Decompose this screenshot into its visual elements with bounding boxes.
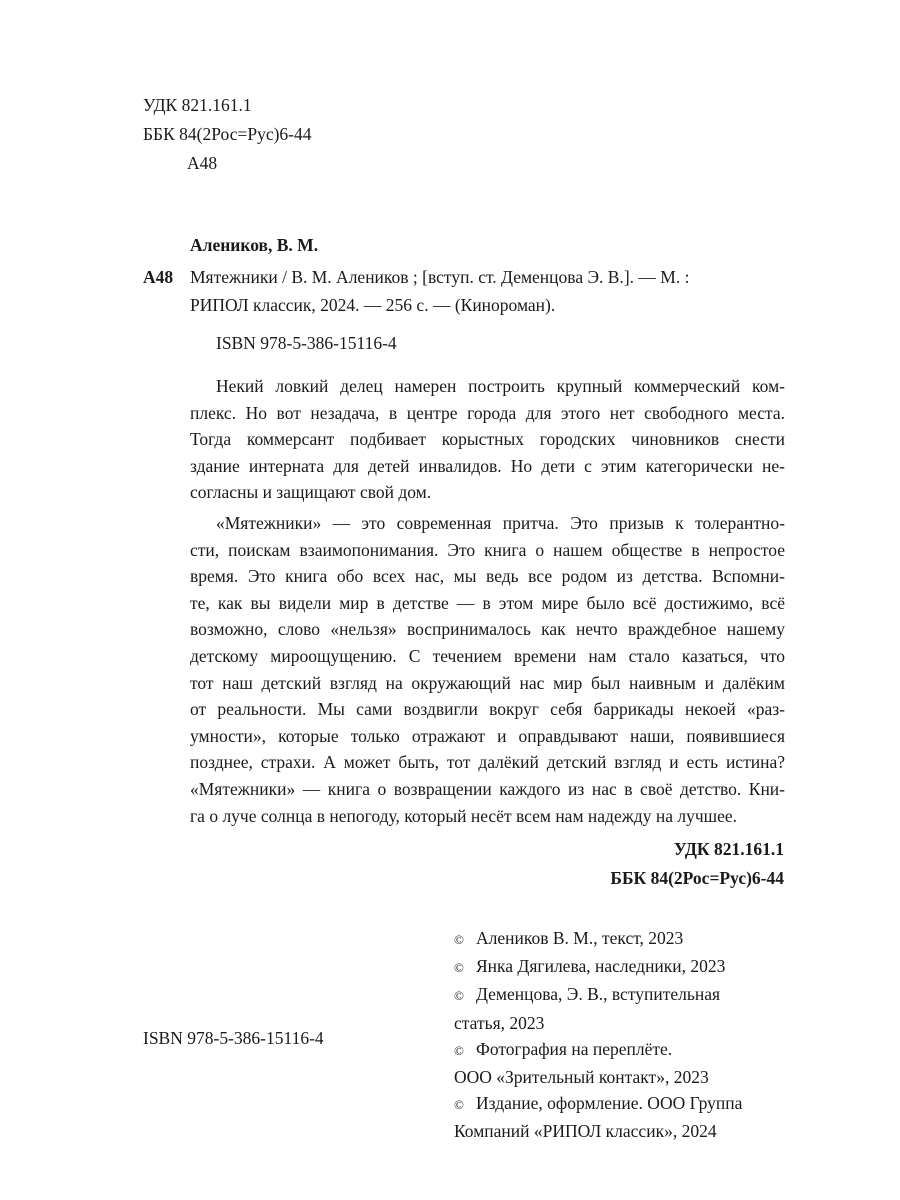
text-line: умности», которые только отражают и оправдывают наши, появившиеся <box>190 725 785 746</box>
classification-footer <box>610 835 784 893</box>
text-line: тот наш детский взгляд на окружающий нас мир был наивным и далёким <box>190 672 785 693</box>
bibliographic-description <box>190 263 689 319</box>
copyright-text: Издание, оформление. ООО Группа <box>476 1093 743 1114</box>
record-author: Алеников, В. М. <box>190 235 319 255</box>
biblio-line: РИПОЛ классик, 2024. — 256 с. — (Кинороман). <box>190 295 556 315</box>
copyright-entry <box>454 1090 742 1144</box>
text-line: детскому мироощущению. С течением времени нам стало казаться, что <box>190 645 785 666</box>
footer-isbn: ISBN 978-5-386-15116-4 <box>143 1028 324 1048</box>
copyright-block <box>454 925 742 1145</box>
copyright-text-continued: Компаний «РИПОЛ классик», 2024 <box>454 1121 717 1142</box>
copyright-icon: © <box>454 1042 464 1058</box>
annotation <box>190 373 785 829</box>
udk-code: УДК 821.161.1 <box>673 839 784 859</box>
copyright-icon: © <box>454 932 464 947</box>
copyright-text: Деменцова, Э. В., вступительная <box>476 984 721 1005</box>
text-line: возможно, слово «нельзя» воспринималось как нечто враждебное нашему <box>190 619 785 640</box>
text-line: Некий ловкий делец намерен построить крупный коммерческий ком- <box>216 376 785 396</box>
copyright-text-continued: ООО «Зрительный контакт», 2023 <box>454 1067 709 1088</box>
record-author-mark: А48 <box>143 267 174 287</box>
text-line: время. Это книга обо всех нас, мы ведь все родом из детства. Вспомни- <box>190 566 785 587</box>
text-line: «Мятежники» — книга о возвращении каждого из нас в своё детство. Кни- <box>190 778 785 799</box>
copyright-entry <box>454 1036 742 1090</box>
bbk-code: ББК 84(2Рос=Рус)6-44 <box>610 868 784 888</box>
text-line: позднее, страхи. А может быть, тот далёкий детский взгляд и есть истина? <box>190 752 785 773</box>
copyright-text: Алеников В. М., текст, 2023 <box>476 928 684 948</box>
record-isbn: ISBN 978-5-386-15116-4 <box>216 333 397 353</box>
text-line: от реальности. Мы сами воздвигли вокруг себя баррикады некоей «раз- <box>190 699 785 720</box>
bbk-code: ББК 84(2Рос=Рус)6-44 <box>143 124 312 144</box>
biblio-line: Мятежники / В. М. Алеников ; [вступ. ст. Деменцова Э. В.]. — М. : <box>190 267 690 287</box>
text-line: га о луче солнца в непогоду, который несёт всем нам надежду на лучшее. <box>190 805 738 826</box>
text-line: плекс. Но вот незадача, в центре города для этого нет свободного места. <box>190 402 785 423</box>
classification-header <box>143 91 312 178</box>
udk-code: УДК 821.161.1 <box>143 95 252 115</box>
author-mark: А48 <box>187 153 218 173</box>
copyright-text-continued: статья, 2023 <box>454 1012 545 1033</box>
copyright-icon: © <box>454 960 464 976</box>
annotation-paragraph-1 <box>190 373 785 506</box>
text-line: согласны и защищают свой дом. <box>190 482 432 503</box>
copyright-icon: © <box>454 988 464 1004</box>
copyright-entry <box>454 981 742 1035</box>
text-line: здание интерната для детей инвалидов. Но дети с этим категорически не- <box>190 455 785 476</box>
text-line: сти, поискам взаимопонимания. Это книга о нашем обществе в непростое <box>190 539 785 560</box>
copyright-text: Фотография на переплёте. <box>476 1038 673 1059</box>
copyright-entry <box>454 925 742 953</box>
annotation-paragraph-2 <box>190 510 785 829</box>
copyright-icon: © <box>454 1097 464 1113</box>
text-line: «Мятежники» — это современная притча. Это призыв к толерантно- <box>216 512 785 533</box>
text-line: те, как вы видели мир в детстве — в этом мире было всё достижимо, всё <box>190 592 785 613</box>
copyright-entry <box>454 953 742 981</box>
text-line: Тогда коммерсант подбивает корыстных городских чиновников снести <box>190 429 785 450</box>
copyright-text: Янка Дягилева, наследники, 2023 <box>476 956 726 977</box>
